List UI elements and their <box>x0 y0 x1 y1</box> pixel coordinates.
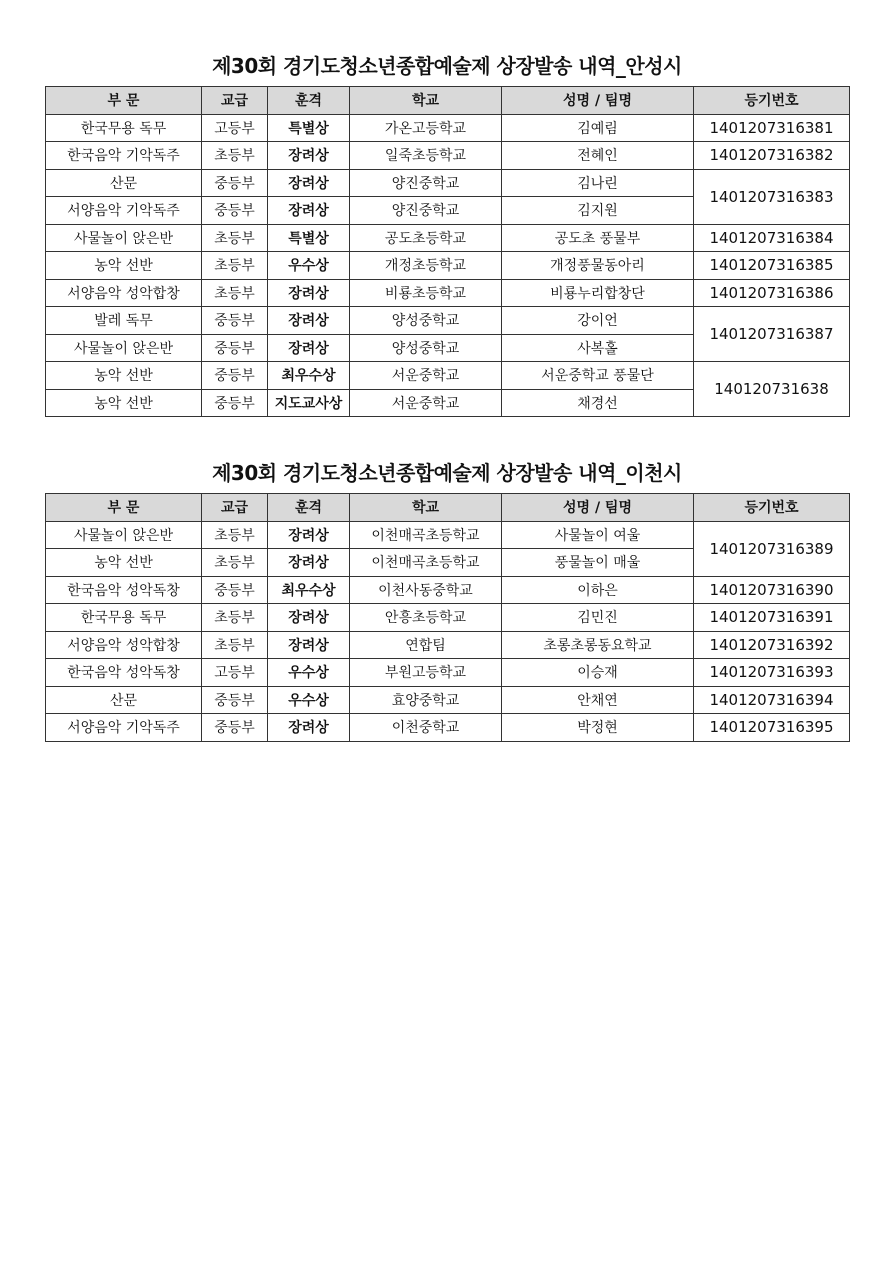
anseong-title: 제30회 경기도청소년종합예술제 상장발송 내역_안성시 <box>212 54 682 78</box>
cell-registration: 1401207316389 <box>694 521 850 576</box>
cell-category: 사물놀이 앉은반 <box>46 521 202 549</box>
table-row <box>46 279 850 307</box>
cell-name: 김지원 <box>502 197 694 225</box>
cell-award: 장려상 <box>268 604 350 632</box>
cell-name: 박정현 <box>502 714 694 742</box>
cell-category: 농악 선반 <box>46 252 202 280</box>
cell-award: 장려상 <box>268 169 350 197</box>
cell-level: 중등부 <box>202 389 268 417</box>
cell-name: 사복홀 <box>502 334 694 362</box>
cell-school: 양성중학교 <box>350 307 502 335</box>
cell-level: 초등부 <box>202 279 268 307</box>
table-row <box>46 224 850 252</box>
header-name: 성명 / 팀명 <box>502 87 694 115</box>
table-row <box>46 714 850 742</box>
table-row <box>46 521 850 549</box>
cell-name: 비룡누리합창단 <box>502 279 694 307</box>
cell-category: 농악 선반 <box>46 362 202 390</box>
cell-category: 농악 선반 <box>46 389 202 417</box>
cell-award: 장려상 <box>268 549 350 577</box>
cell-award: 최우수상 <box>268 362 350 390</box>
cell-level: 중등부 <box>202 334 268 362</box>
table-row <box>46 114 850 142</box>
cell-name: 이하은 <box>502 576 694 604</box>
cell-school: 이천매곡초등학교 <box>350 521 502 549</box>
cell-category: 서양음악 성악합창 <box>46 631 202 659</box>
header-level: 교급 <box>202 87 268 115</box>
cell-award: 장려상 <box>268 334 350 362</box>
cell-category: 한국무용 독무 <box>46 114 202 142</box>
header-award: 훈격 <box>268 494 350 522</box>
cell-school: 이천매곡초등학교 <box>350 549 502 577</box>
cell-school: 연합팀 <box>350 631 502 659</box>
cell-category: 발레 독무 <box>46 307 202 335</box>
cell-category: 산문 <box>46 686 202 714</box>
cell-school: 안흥초등학교 <box>350 604 502 632</box>
cell-school: 비룡초등학교 <box>350 279 502 307</box>
cell-name: 안채연 <box>502 686 694 714</box>
cell-school: 부원고등학교 <box>350 659 502 687</box>
cell-level: 중등부 <box>202 197 268 225</box>
cell-registration: 1401207316391 <box>694 604 850 632</box>
cell-school: 효양중학교 <box>350 686 502 714</box>
cell-level: 초등부 <box>202 224 268 252</box>
cell-school: 양진중학교 <box>350 197 502 225</box>
cell-category: 한국무용 독무 <box>46 604 202 632</box>
cell-award: 장려상 <box>268 197 350 225</box>
cell-category: 한국음악 성악독창 <box>46 659 202 687</box>
table-row <box>46 362 850 390</box>
cell-registration: 1401207316395 <box>694 714 850 742</box>
cell-school: 개정초등학교 <box>350 252 502 280</box>
cell-name: 사물놀이 여울 <box>502 521 694 549</box>
cell-category: 농악 선반 <box>46 549 202 577</box>
cell-name: 김나린 <box>502 169 694 197</box>
header-registration: 등기번호 <box>694 494 850 522</box>
cell-award: 장려상 <box>268 279 350 307</box>
cell-school: 일죽초등학교 <box>350 142 502 170</box>
cell-level: 중등부 <box>202 576 268 604</box>
table-header-row <box>46 494 850 522</box>
cell-award: 장려상 <box>268 631 350 659</box>
cell-award: 우수상 <box>268 686 350 714</box>
cell-category: 사물놀이 앉은반 <box>46 224 202 252</box>
cell-award: 특별상 <box>268 114 350 142</box>
header-school: 학교 <box>350 494 502 522</box>
cell-category: 서양음악 성악합창 <box>46 279 202 307</box>
cell-registration: 1401207316390 <box>694 576 850 604</box>
cell-level: 초등부 <box>202 252 268 280</box>
cell-name: 공도초 풍물부 <box>502 224 694 252</box>
cell-registration: 140120731638 <box>694 362 850 417</box>
cell-registration: 1401207316385 <box>694 252 850 280</box>
icheon-title: 제30회 경기도청소년종합예술제 상장발송 내역_이천시 <box>212 461 682 485</box>
cell-award: 우수상 <box>268 252 350 280</box>
cell-registration: 1401207316381 <box>694 114 850 142</box>
cell-school: 서운중학교 <box>350 362 502 390</box>
icheon-table <box>45 493 850 742</box>
header-category: 부 문 <box>46 494 202 522</box>
cell-name: 김예림 <box>502 114 694 142</box>
cell-registration: 1401207316394 <box>694 686 850 714</box>
anseong-table <box>45 86 850 417</box>
cell-name: 풍물놀이 매울 <box>502 549 694 577</box>
cell-school: 가온고등학교 <box>350 114 502 142</box>
cell-school: 양진중학교 <box>350 169 502 197</box>
cell-level: 중등부 <box>202 307 268 335</box>
table-row <box>46 686 850 714</box>
header-level: 교급 <box>202 494 268 522</box>
header-school: 학교 <box>350 87 502 115</box>
table-row <box>46 169 850 197</box>
cell-award: 특별상 <box>268 224 350 252</box>
cell-registration: 1401207316392 <box>694 631 850 659</box>
cell-level: 고등부 <box>202 114 268 142</box>
cell-name: 강이언 <box>502 307 694 335</box>
table-row <box>46 307 850 335</box>
cell-registration: 1401207316387 <box>694 307 850 362</box>
cell-name: 서운중학교 풍물단 <box>502 362 694 390</box>
table-row <box>46 576 850 604</box>
cell-school: 이천중학교 <box>350 714 502 742</box>
cell-level: 중등부 <box>202 686 268 714</box>
cell-name: 이승재 <box>502 659 694 687</box>
cell-registration: 1401207316383 <box>694 169 850 224</box>
cell-name: 초롱초롱동요학교 <box>502 631 694 659</box>
table-row <box>46 631 850 659</box>
cell-level: 중등부 <box>202 169 268 197</box>
icheon-section <box>45 457 849 742</box>
cell-category: 산문 <box>46 169 202 197</box>
cell-award: 장려상 <box>268 521 350 549</box>
cell-name: 개정풍물동아리 <box>502 252 694 280</box>
cell-name: 채경선 <box>502 389 694 417</box>
cell-level: 초등부 <box>202 549 268 577</box>
cell-registration: 1401207316386 <box>694 279 850 307</box>
table-header-row <box>46 87 850 115</box>
table-row <box>46 604 850 632</box>
cell-level: 중등부 <box>202 362 268 390</box>
cell-category: 서양음악 기악독주 <box>46 197 202 225</box>
header-award: 훈격 <box>268 87 350 115</box>
table-row <box>46 252 850 280</box>
cell-award: 장려상 <box>268 142 350 170</box>
cell-award: 최우수상 <box>268 576 350 604</box>
cell-registration: 1401207316384 <box>694 224 850 252</box>
table-row <box>46 142 850 170</box>
cell-category: 한국음악 기악독주 <box>46 142 202 170</box>
header-category: 부 문 <box>46 87 202 115</box>
cell-award: 장려상 <box>268 714 350 742</box>
cell-name: 전혜인 <box>502 142 694 170</box>
cell-level: 고등부 <box>202 659 268 687</box>
cell-award: 장려상 <box>268 307 350 335</box>
cell-level: 초등부 <box>202 631 268 659</box>
cell-award: 우수상 <box>268 659 350 687</box>
cell-school: 양성중학교 <box>350 334 502 362</box>
cell-school: 공도초등학교 <box>350 224 502 252</box>
cell-level: 초등부 <box>202 142 268 170</box>
header-registration: 등기번호 <box>694 87 850 115</box>
cell-registration: 1401207316382 <box>694 142 850 170</box>
anseong-section <box>45 50 849 417</box>
cell-category: 사물놀이 앉은반 <box>46 334 202 362</box>
cell-category: 한국음악 성악독창 <box>46 576 202 604</box>
cell-level: 중등부 <box>202 714 268 742</box>
header-name: 성명 / 팀명 <box>502 494 694 522</box>
cell-school: 서운중학교 <box>350 389 502 417</box>
cell-school: 이천사동중학교 <box>350 576 502 604</box>
cell-registration: 1401207316393 <box>694 659 850 687</box>
cell-level: 초등부 <box>202 604 268 632</box>
cell-name: 김민진 <box>502 604 694 632</box>
cell-award: 지도교사상 <box>268 389 350 417</box>
cell-level: 초등부 <box>202 521 268 549</box>
table-row <box>46 659 850 687</box>
cell-category: 서양음악 기악독주 <box>46 714 202 742</box>
